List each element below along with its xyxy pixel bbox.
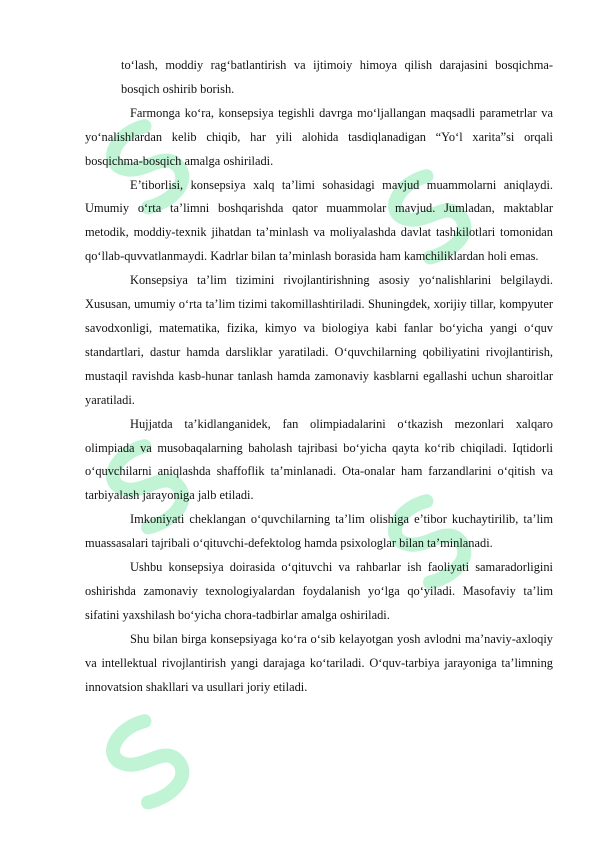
paragraph: Farmonga ko‘ra, konsepsiya tegishli davrga mo‘ljallangan maqsadli parametrlar va yo‘nalishlardan kelib chiqib, har yili alohida tasdiqlanadigan “Yo‘l xarita”si orqali bosqichma-bosqich amalga oshiriladi.	[85, 105, 553, 168]
paragraph: Shu bilan birga konsepsiyaga ko‘ra o‘sib kelayotgan yosh avlodni ma’naviy-axloqiy va intellektual rivojlantirish yangi darajaga ko‘tariladi. O‘quv-tarbiya jarayoniga ta’limning innovatsion shakllari va usullari joriy etiladi.	[85, 631, 553, 694]
paragraph: Konsepsiya ta’lim tizimini rivojlantirishning asosiy yo‘nalishlarini belgilaydi. Xususan, umumiy o‘rta ta’lim tizimi takomillashtiriladi. Shuningdek, xorijiy tillar, kompyuter savodxonligi, matematika, fizika, kimyo va biologiya kabi fanlar bo‘yicha yangi o‘quv standartlari, dastur hamda darsliklar yaratiladi. O‘quvchilarning qobiliyatini rivojlantirish, mustaqil ravishda kasb-hunar tanlash hamda zamonaviy kasblarni egallashi uchun sharoitlar yaratiladi.	[85, 273, 553, 407]
watermark-icon	[78, 690, 218, 830]
document-body	[85, 54, 553, 699]
paragraph: E’tiborlisi, konsepsiya xalq ta’limi sohasidagi mavjud muammolarni aniqlaydi. Umumiy o‘rta ta’limni boshqarishda qator muammolar mavjud. Jumladan, maktablar metodik, moddiy-texnik jihatdan ta’minlash va moliyalashda davlat tashkilotlari tomonidan qo‘llab-quvvatlanmaydi. Kadrlar bilan ta’minlash borasida ham kamchiliklardan holi emas.	[85, 177, 553, 264]
paragraph: Hujjatda ta’kidlanganidek, fan olimpiadalarini o‘tkazish mezonlari xalqaro olimpiada va musobaqalarning baholash tajribasi bo‘yicha qayta ko‘rib chiqiladi. Iqtidorli o‘quvchilarni aniqlashda shaffoflik ta’minlanadi. Ota-onalar ham farzandlarini o‘qitish va tarbiyalash jarayoniga jalb etiladi.	[85, 416, 553, 503]
paragraph: Ushbu konsepsiya doirasida o‘qituvchi va rahbarlar ish faoliyati samaradorligini oshirishda zamonaviy texnologiyalardan foydalanish yo‘lga qo‘yiladi. Masofaviy ta’lim sifatini yaxshilash bo‘yicha chora-tadbirlar amalga oshiriladi.	[85, 560, 553, 622]
paragraph: Imkoniyati cheklangan o‘quvchilarning ta’lim olishiga e’tibor kuchaytirilib, ta’lim muassasalari tajribali o‘qituvchi-defektolog hamda psixologlar bilan ta’minlanadi.	[85, 512, 553, 551]
paragraph-continuation: to‘lash, moddiy rag‘batlantirish va ijtimoiy himoya qilish darajasini bosqichma-bosqich oshirib borish.	[121, 58, 553, 96]
